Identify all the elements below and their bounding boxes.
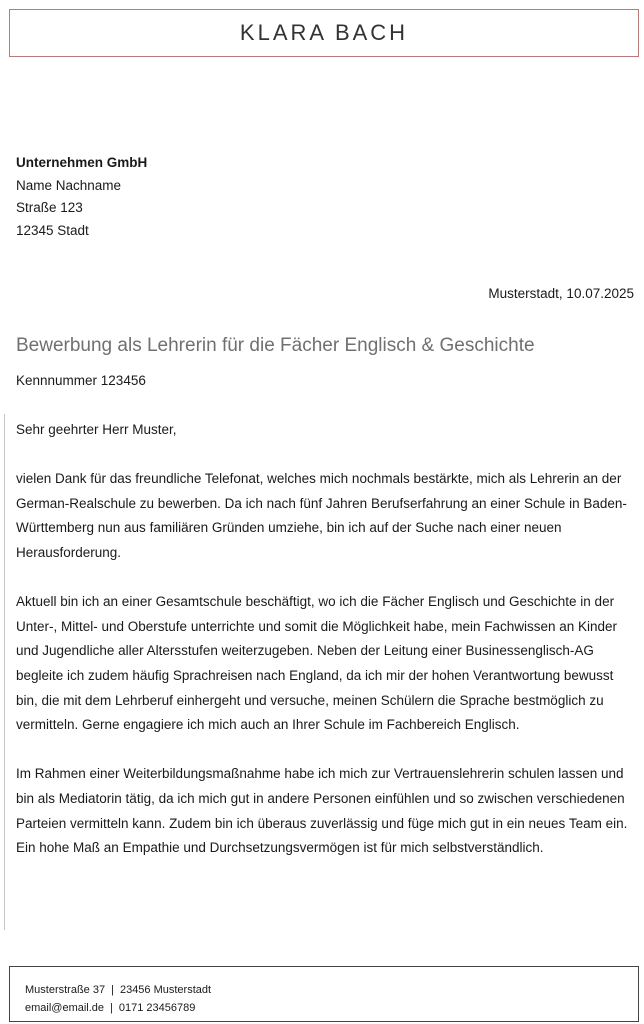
footer-phone: 0171 23456789 — [118, 1002, 196, 1014]
salutation: Sehr geehrter Herr Muster, — [16, 422, 177, 437]
subject-line: Bewerbung als Lehrerin für die Fächer Englisch & Geschichte — [16, 335, 535, 356]
body-paragraph-2: Aktuell bin ich an einer Gesamtschule beschäftigt, wo ich die Fächer Englisch und Geschichte in der Unter-, Mittel- und Oberstufe unterrichte und somit die Möglichkeit habe, mein Fachwissen an Kinder und Jugendliche aller Altersstufen weiterzugeben. Neben der Leitung einer Businessenglisch-AG begleite ich zudem häufig Sprachreisen nach England, da ich mir der hohen Verantwortung bewusst bin, die mit dem Lehrberuf einhergeht und versuche, meinen Schülern die Sprache bestmöglich zu vermitteln. Gerne engagiere ich mich auch an Ihrer Schule im Fachbereich Englisch. — [16, 594, 618, 733]
letterhead — [9, 9, 639, 57]
recipient-street: Straße 123 — [16, 200, 83, 215]
footer-street: Musterstraße 37 — [25, 984, 106, 996]
footer-separator: | — [111, 984, 114, 996]
body-paragraph-3: Im Rahmen einer Weiterbildungsmaßnahme habe ich mich zur Vertrauenslehrerin schulen lassen und bin als Mediatorin tätig, da ich mich gut in andere Personen einfühlen und so zwischen verschiedenen Parteien vermitteln kann. Zudem bin ich überaus zuverlässig und füge mich gut in ein neues Team ein. Ein hohe Maß an Empathie und Durchsetzungsvermögen ist für mich selbstverständlich. — [16, 766, 628, 856]
footer-address-line — [25, 981, 638, 999]
recipient-contact: Name Nachname — [16, 177, 122, 193]
letter-body-text — [16, 418, 634, 885]
recipient-city: 12345 Stadt — [16, 222, 89, 238]
footer-email: email@email.de — [25, 1002, 105, 1014]
footer — [9, 966, 639, 1022]
recipient-company: Unternehmen GmbH — [16, 155, 148, 170]
footer-city: 23456 Musterstadt — [119, 984, 212, 996]
letter-body — [4, 414, 638, 930]
footer-contact-line — [25, 999, 638, 1017]
recipient-address — [16, 152, 147, 242]
footer-separator: | — [110, 1002, 113, 1014]
reference-number: Kennnummer 123456 — [16, 373, 146, 388]
date-line: Musterstadt, 10.07.2025 — [488, 286, 634, 301]
body-paragraph-1: vielen Dank für das freundliche Telefonat, welches mich nochmals bestärkte, mich als Lehrerin an der German-Realschule zu bewerben. Da ich nach fünf Jahren Berufserfahrung an einer Schule in Baden-Württemberg nun aus familiären Gründen umziehe, bin ich auf der Suche nach einer neuen Herausforderung. — [16, 471, 627, 560]
sender-name: KLARA BACH — [239, 20, 409, 45]
